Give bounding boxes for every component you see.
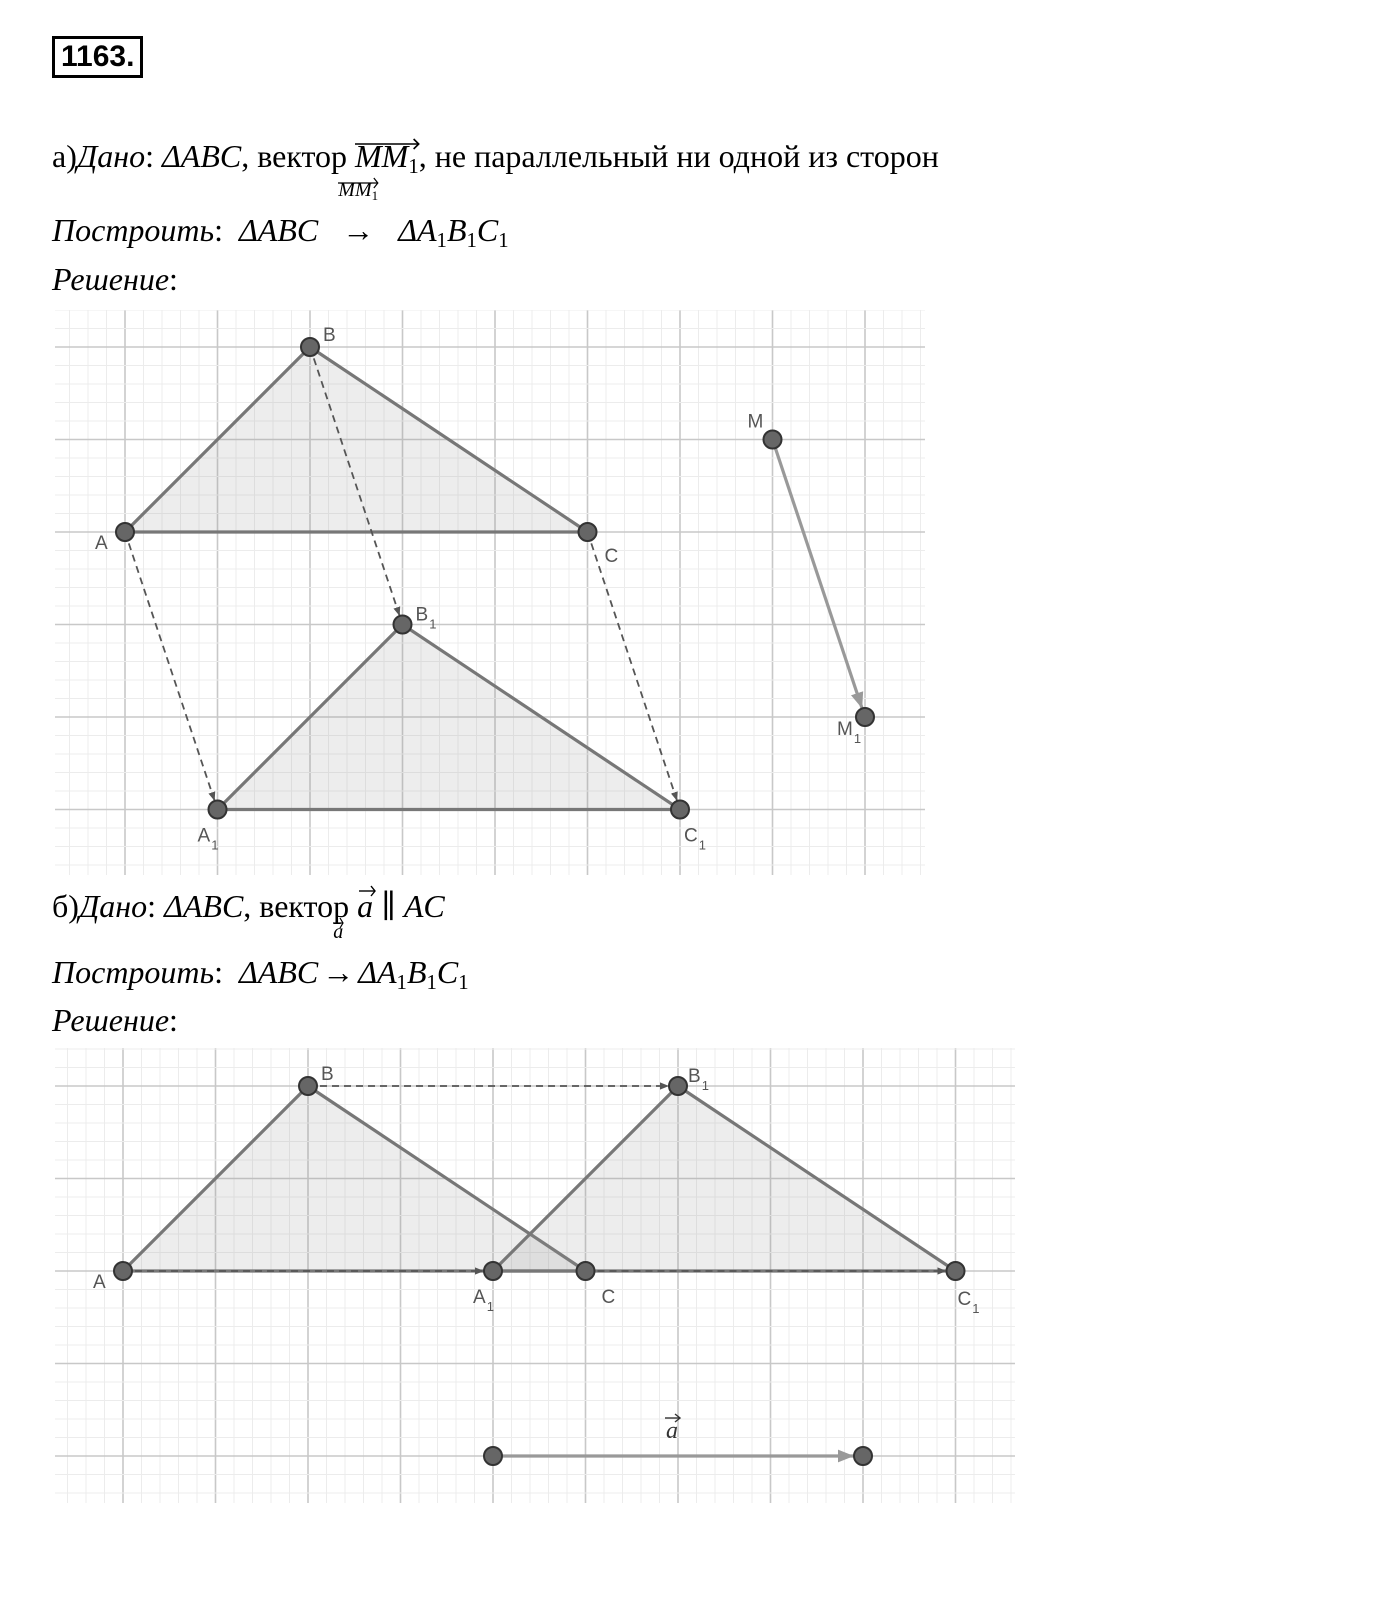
diagram-b-svg	[0, 1048, 1060, 1518]
to-c: C	[436, 954, 459, 990]
db-label-b: B	[321, 1064, 334, 1085]
sub: 1	[458, 971, 469, 995]
da-label-sub-c1: 1	[698, 837, 706, 853]
db-grid	[55, 1048, 1015, 1503]
construct-label-b: Построить	[52, 954, 215, 990]
colon: :	[214, 954, 223, 990]
to-triangle-a	[398, 212, 509, 253]
solution-label-a: Решение	[52, 261, 170, 297]
solution-line-b	[52, 1000, 178, 1040]
da-point-a	[116, 523, 134, 541]
da-label-c: C	[604, 546, 619, 567]
vector-sub: 1	[408, 155, 419, 179]
db-point-c1	[947, 1262, 965, 1280]
to-triangle-b	[358, 954, 469, 995]
map-arrow-b	[318, 921, 358, 992]
da-label-sub-a1: 1	[211, 837, 219, 853]
part-b-prefix: б)	[52, 888, 79, 924]
sub: 1	[498, 229, 509, 253]
da-point-m	[764, 431, 782, 449]
to-b: B	[406, 954, 427, 990]
parallel-ac: ∥ AC	[381, 888, 445, 924]
to-c: C	[476, 212, 499, 248]
da-point-a1	[209, 801, 227, 819]
from-triangle-a: ΔABC	[238, 212, 319, 248]
vector-a-name: a	[357, 888, 374, 924]
da-label-b: B	[323, 325, 336, 346]
problem-number: 1163.	[52, 36, 143, 78]
db-point-b	[299, 1077, 317, 1095]
vector-name: MM	[355, 138, 409, 174]
arrow-over-text: MM	[338, 179, 372, 201]
arrow-over-b	[312, 922, 364, 942]
db-point-p	[484, 1447, 502, 1465]
map-arrow-a	[326, 179, 390, 250]
construct-label-a: Построить	[52, 212, 215, 248]
given-label-b: Дано	[78, 888, 148, 924]
given-label-a: Дано	[76, 138, 146, 174]
vector-a	[357, 886, 373, 926]
colon: :	[145, 138, 154, 174]
db-point-a1	[484, 1262, 502, 1280]
db-label-sub-a1: 1	[486, 1299, 494, 1314]
da-label-a: A	[95, 533, 108, 554]
db-point-q	[854, 1447, 872, 1465]
db-point-a	[114, 1262, 132, 1280]
solution-label-b: Решение	[52, 1002, 170, 1038]
from-triangle-b: ΔABC	[238, 954, 319, 990]
vector-word-a: , вектор	[241, 138, 348, 174]
triangle-abc-a: ΔABC	[161, 138, 242, 174]
db-label-c: C	[601, 1287, 616, 1308]
construct-line-b	[52, 921, 469, 1003]
da-label-b1: $B_1$	[415, 604, 437, 632]
db-label-sub-c1: 1	[972, 1301, 980, 1316]
sub: 1	[396, 971, 407, 995]
arrow-glyph: →	[322, 954, 355, 990]
vector-word-b: , вектор	[243, 888, 350, 924]
given-line-a	[52, 136, 939, 187]
db-label-c1: $C_1$	[957, 1289, 980, 1316]
db-label-b1: $B_1$	[688, 1066, 709, 1093]
construct-line-a	[52, 179, 509, 261]
db-point-c	[577, 1262, 595, 1280]
da-label-m1: $M_1$	[837, 719, 862, 746]
colon: :	[169, 1002, 178, 1038]
colon: :	[169, 261, 178, 297]
da-vector-mm1	[773, 440, 863, 709]
da-point-c1	[671, 801, 689, 819]
db-label-a: A	[93, 1272, 106, 1293]
da-point-b	[301, 338, 319, 356]
da-dashed-vector-aa1	[125, 532, 215, 801]
to-a: ΔA	[398, 212, 437, 248]
da-point-b1	[394, 616, 412, 634]
arrow-over-sub: 1	[371, 187, 379, 203]
db-point-b1	[669, 1077, 687, 1095]
given-line-b	[52, 886, 445, 926]
sub: 1	[466, 229, 477, 253]
arrow-glyph: →	[342, 212, 375, 248]
db-label-sub-b1: 1	[701, 1078, 709, 1093]
triangle-abc-b: ΔABC	[164, 888, 244, 924]
colon: :	[214, 212, 223, 248]
sub: 1	[426, 971, 437, 995]
part-a-prefix: а)	[52, 138, 77, 174]
db-vector-label-text: a	[666, 1418, 678, 1444]
rest-a: , не параллельный ни одной из сторон	[418, 138, 939, 174]
arrow-over-text: a	[333, 921, 344, 943]
da-point-m1	[856, 708, 874, 726]
da-label-sub-m1: 1	[853, 731, 862, 746]
solution-line-a	[52, 259, 178, 299]
da-point-c	[579, 523, 597, 541]
da-label-a1: $A_1$	[197, 825, 219, 853]
to-b: B	[446, 212, 467, 248]
db-vector-label	[665, 1414, 680, 1444]
colon: :	[147, 888, 157, 924]
arrow-over-a	[320, 180, 396, 206]
da-label-sub-b1: 1	[429, 616, 437, 632]
db-label-a1: $A_1$	[473, 1287, 494, 1314]
diagram-b	[0, 1048, 1060, 1518]
da-label-m: M	[747, 411, 764, 433]
sub: 1	[436, 229, 447, 253]
da-label-c1: $C_1$	[684, 825, 706, 853]
diagram-a	[0, 310, 960, 905]
diagram-a-svg	[0, 310, 960, 905]
to-a: ΔA	[358, 954, 397, 990]
